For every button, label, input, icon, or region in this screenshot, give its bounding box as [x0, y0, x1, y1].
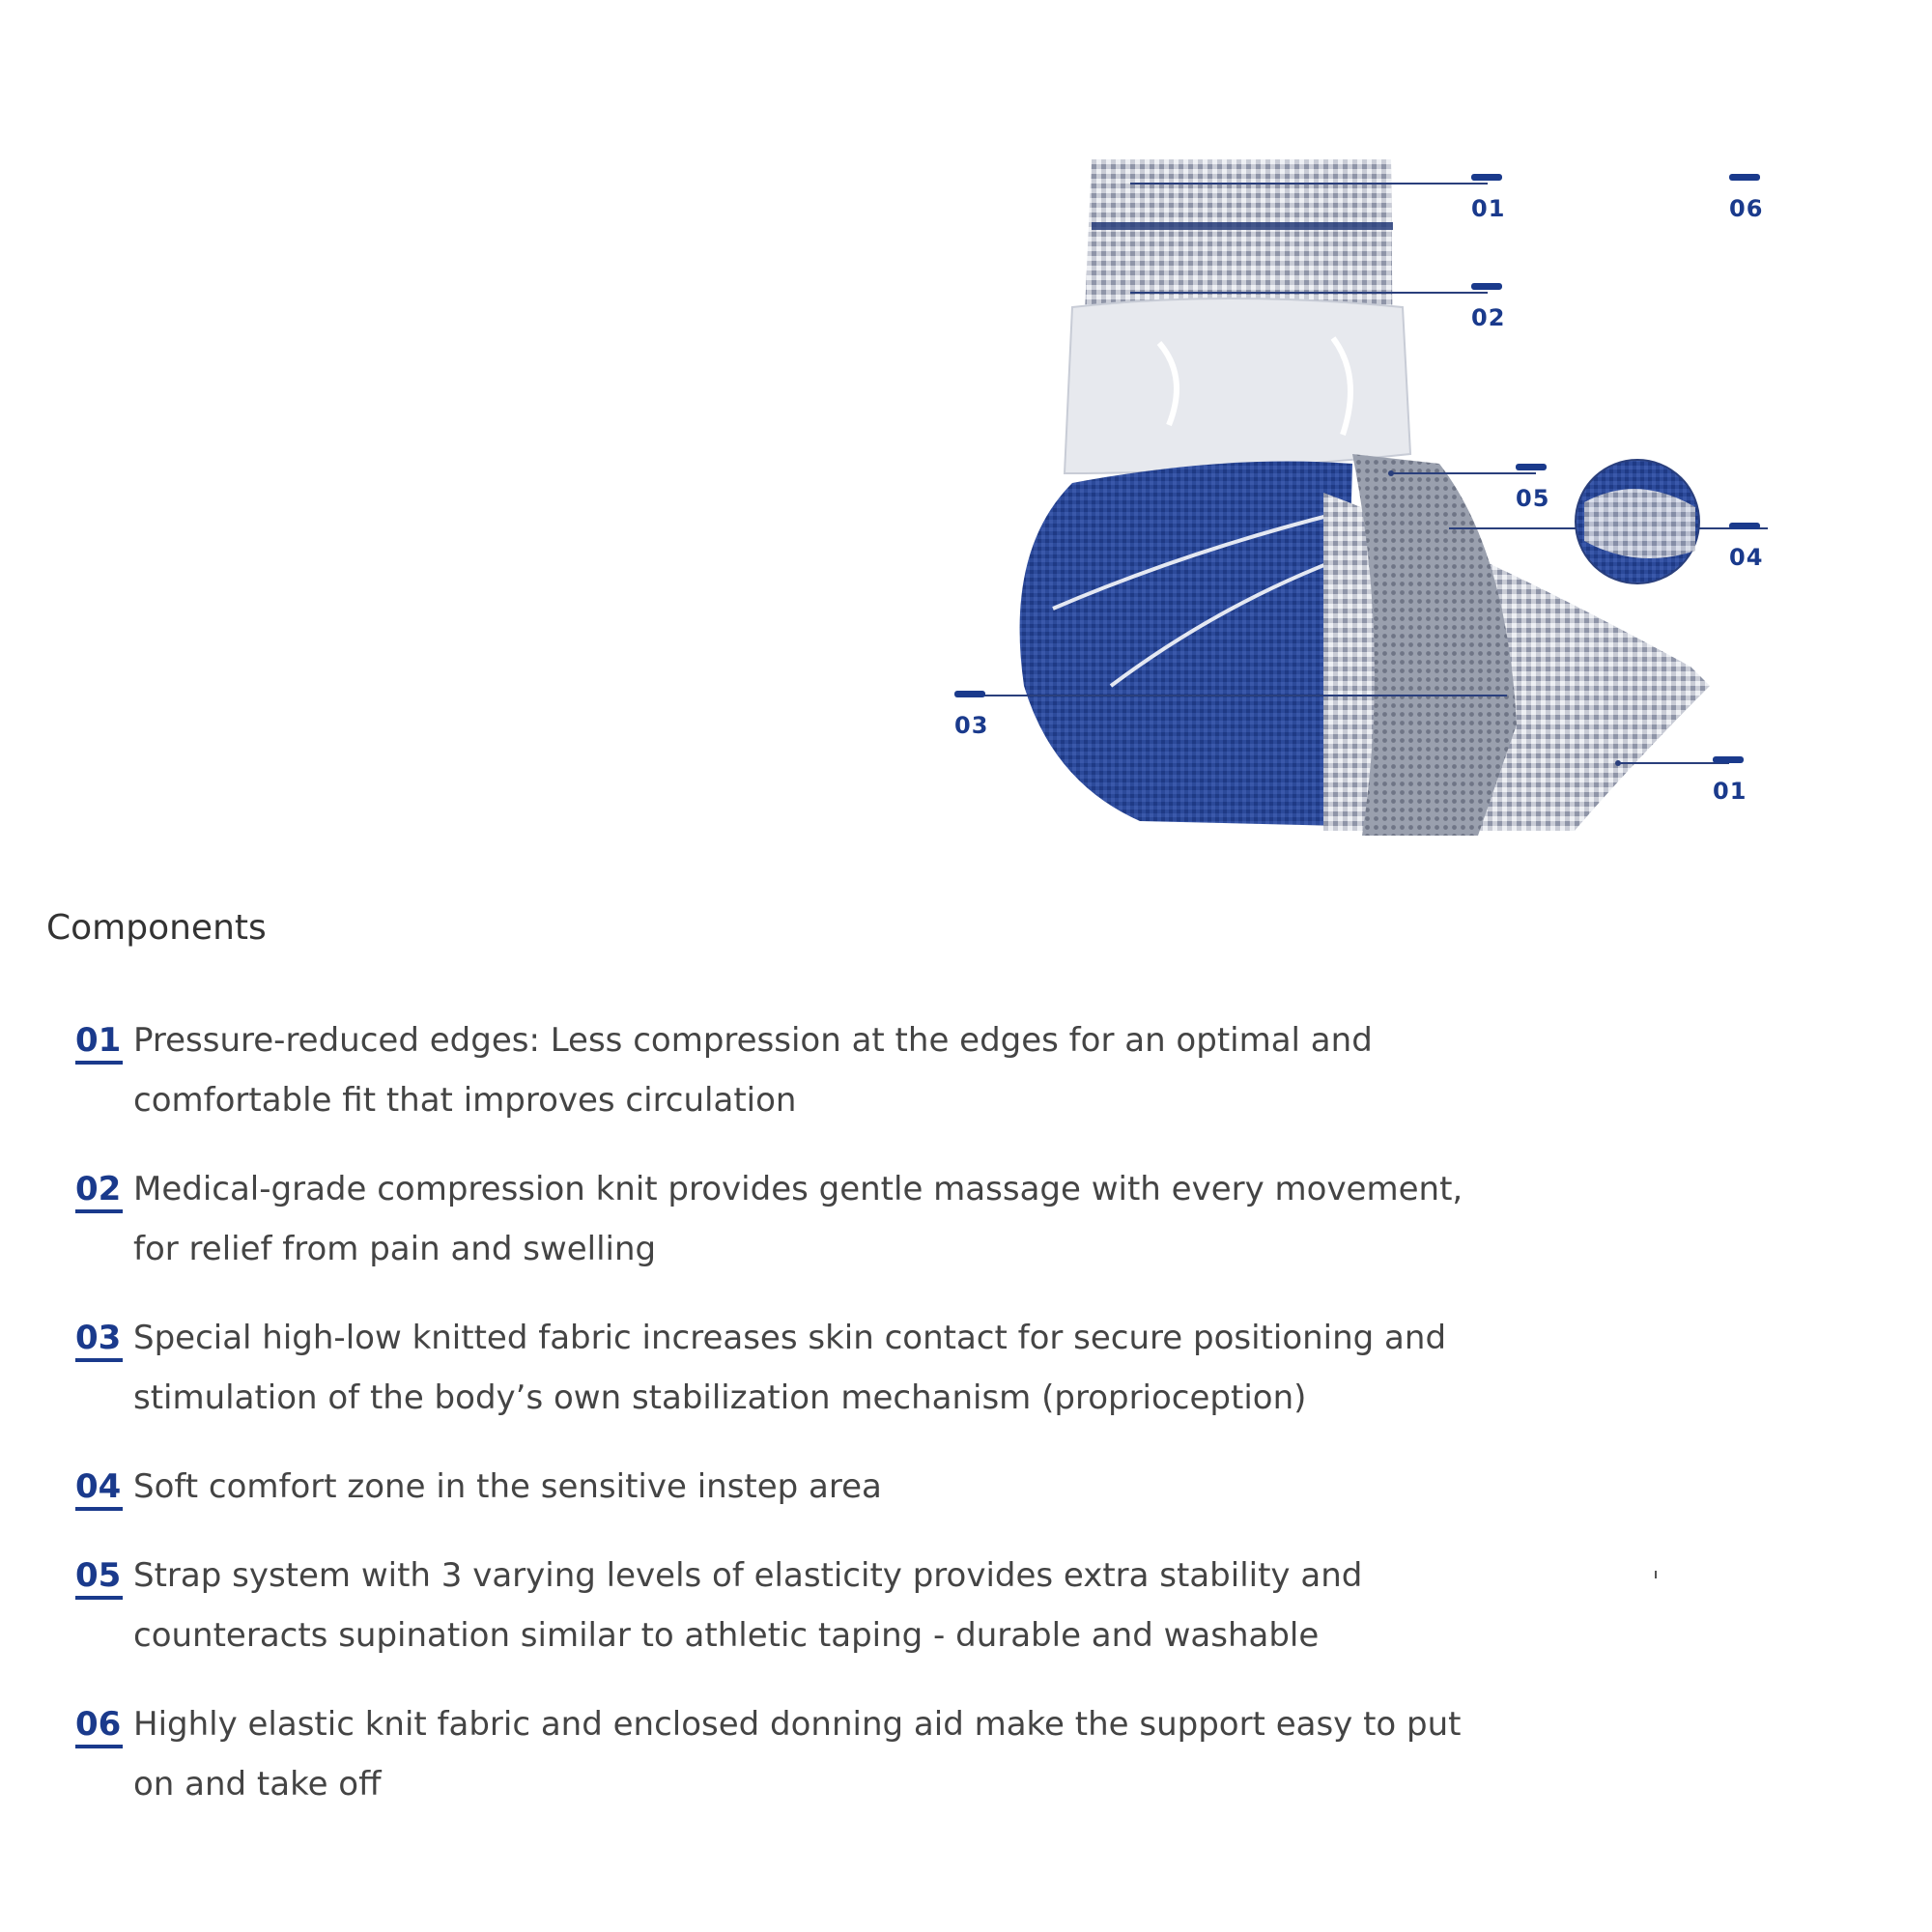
component-item-04 — [75, 1457, 1486, 1517]
component-description: Soft comfort zone in the sensitive instep area — [133, 1467, 882, 1506]
component-item-05 — [75, 1546, 1486, 1665]
callout-02: 02 — [1471, 304, 1505, 331]
callout-bar — [1471, 283, 1502, 290]
component-number: 04 — [75, 1457, 121, 1517]
component-number: 06 — [75, 1694, 121, 1754]
callout-bar — [1516, 464, 1547, 470]
callout-bar — [1729, 174, 1760, 181]
section-title: Components — [46, 908, 267, 948]
callout-01-top: 01 — [1471, 195, 1505, 222]
ankle-support-image — [937, 145, 1787, 860]
callout-04: 04 — [1729, 544, 1763, 571]
component-item-03 — [75, 1308, 1486, 1428]
callout-bar — [1471, 174, 1502, 181]
component-number: 02 — [75, 1159, 121, 1219]
component-description: Medical-grade compression knit provides gentle massage with every movement, for relief from pain and swelling — [133, 1170, 1463, 1268]
component-number: 03 — [75, 1308, 121, 1368]
components-list — [75, 1010, 1486, 1843]
callout-05: 05 — [1516, 485, 1549, 512]
component-number: 05 — [75, 1546, 121, 1605]
component-description: Strap system with 3 varying levels of elasticity provides extra stability and counteracts supination similar to athletic taping - durable and washable — [133, 1556, 1363, 1655]
callout-06: 06 — [1729, 195, 1763, 222]
component-description: Highly elastic knit fabric and enclosed donning aid make the support easy to put on and take off — [133, 1705, 1462, 1804]
callout-03: 03 — [954, 712, 988, 739]
callout-bar — [1713, 756, 1744, 763]
component-item-01 — [75, 1010, 1486, 1130]
component-item-02 — [75, 1159, 1486, 1279]
stray-mark — [1655, 1571, 1657, 1578]
ankle-support-illustration — [937, 145, 1787, 860]
component-description: Special high-low knitted fabric increases skin contact for secure positioning and stimulation of the body’s own stabilization mechanism (proprioception) — [133, 1319, 1447, 1417]
callout-bar — [1729, 523, 1760, 529]
component-description: Pressure-reduced edges: Less compression at the edges for an optimal and comfortable fit that improves circulation — [133, 1021, 1373, 1120]
component-item-06 — [75, 1694, 1486, 1814]
component-number: 01 — [75, 1010, 121, 1070]
callout-01-bottom: 01 — [1713, 778, 1747, 805]
callout-bar — [954, 691, 985, 697]
